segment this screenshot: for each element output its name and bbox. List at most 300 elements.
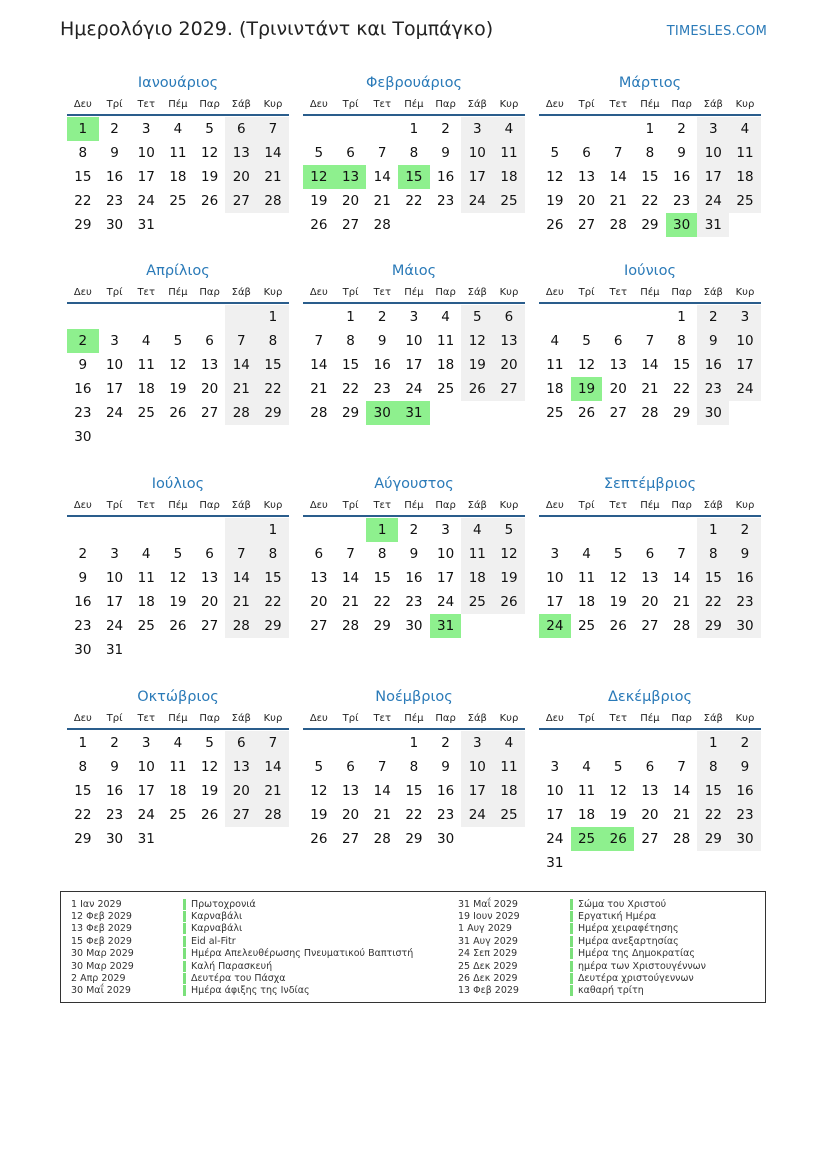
day-cell[interactable]: 21 (341, 594, 360, 610)
day-cell[interactable]: 12 (461, 329, 493, 353)
day-cell[interactable]: 6 (225, 117, 257, 141)
day-cell[interactable]: 17 (546, 807, 564, 823)
day-cell[interactable]: 28 (310, 405, 328, 421)
day-cell[interactable]: 1 (677, 309, 686, 325)
day-cell[interactable]: 8 (645, 145, 655, 161)
day-cell[interactable]: 1 (409, 121, 419, 137)
day-cell[interactable]: 31 (105, 642, 124, 658)
day-cell[interactable]: 13 (493, 329, 525, 353)
day-cell[interactable]: 9 (110, 145, 119, 161)
day-cell[interactable]: 24 (405, 381, 423, 397)
day-cell[interactable]: 29 (697, 614, 729, 638)
day-cell[interactable]: 7 (677, 546, 686, 562)
day-cell[interactable]: 11 (546, 357, 564, 373)
day-cell[interactable]: 16 (729, 779, 761, 803)
day-cell[interactable]: 20 (341, 807, 360, 823)
day-cell[interactable]: 3 (550, 759, 560, 775)
day-cell[interactable]: 17 (137, 783, 155, 799)
day-cell[interactable]: 30 (74, 429, 92, 445)
day-cell[interactable]: 22 (257, 590, 289, 614)
day-cell[interactable]: 31 (398, 401, 430, 425)
day-cell[interactable]: 7 (645, 333, 655, 349)
day-cell[interactable]: 4 (493, 731, 525, 755)
day-cell[interactable]: 4 (493, 117, 525, 141)
day-cell[interactable]: 11 (137, 570, 155, 586)
day-cell[interactable]: 7 (377, 759, 387, 775)
day-cell[interactable]: 18 (493, 165, 525, 189)
day-cell[interactable]: 1 (366, 518, 398, 542)
day-cell[interactable]: 27 (341, 831, 360, 847)
day-cell[interactable]: 26 (201, 807, 219, 823)
day-cell[interactable]: 7 (346, 546, 355, 562)
day-cell[interactable]: 27 (225, 189, 257, 213)
day-cell[interactable]: 1 (645, 121, 655, 137)
day-cell[interactable]: 13 (225, 141, 257, 165)
day-cell[interactable]: 8 (697, 542, 729, 566)
day-cell[interactable]: 5 (493, 518, 525, 542)
day-cell[interactable]: 20 (310, 594, 328, 610)
day-cell[interactable]: 21 (225, 590, 257, 614)
day-cell[interactable]: 2 (729, 518, 761, 542)
day-cell[interactable]: 21 (641, 381, 659, 397)
day-cell[interactable]: 8 (697, 755, 729, 779)
day-cell[interactable]: 26 (169, 405, 187, 421)
day-cell[interactable]: 17 (405, 357, 423, 373)
day-cell[interactable]: 9 (78, 357, 88, 373)
day-cell[interactable]: 3 (697, 117, 729, 141)
day-cell[interactable]: 25 (729, 189, 761, 213)
day-cell[interactable]: 19 (546, 193, 564, 209)
day-cell[interactable]: 5 (550, 145, 560, 161)
day-cell[interactable]: 18 (546, 381, 564, 397)
day-cell[interactable]: 14 (673, 783, 691, 799)
day-cell[interactable]: 23 (105, 193, 124, 209)
day-cell[interactable]: 5 (582, 333, 591, 349)
day-cell[interactable]: 1 (346, 309, 355, 325)
day-cell[interactable]: 27 (225, 803, 257, 827)
day-cell[interactable]: 18 (577, 807, 596, 823)
day-cell[interactable]: 7 (257, 731, 289, 755)
day-cell[interactable]: 13 (609, 357, 627, 373)
day-cell[interactable]: 19 (609, 594, 627, 610)
day-cell[interactable]: 5 (314, 145, 324, 161)
day-cell[interactable]: 13 (225, 755, 257, 779)
day-cell[interactable]: 12 (201, 759, 219, 775)
day-cell[interactable]: 11 (493, 755, 525, 779)
day-cell[interactable]: 24 (729, 377, 761, 401)
day-cell[interactable]: 27 (609, 405, 627, 421)
day-cell[interactable]: 31 (137, 217, 155, 233)
day-cell[interactable]: 26 (310, 831, 328, 847)
day-cell[interactable]: 6 (645, 759, 655, 775)
day-cell[interactable]: 5 (613, 546, 623, 562)
day-cell[interactable]: 23 (729, 803, 761, 827)
day-cell[interactable]: 16 (74, 594, 92, 610)
day-cell[interactable]: 3 (110, 333, 119, 349)
day-cell[interactable]: 4 (441, 309, 450, 325)
day-cell[interactable]: 23 (437, 807, 455, 823)
day-cell[interactable]: 10 (546, 570, 564, 586)
day-cell[interactable]: 1 (697, 518, 729, 542)
day-cell[interactable]: 4 (141, 546, 151, 562)
day-cell[interactable]: 16 (729, 566, 761, 590)
day-cell[interactable]: 7 (257, 117, 289, 141)
day-cell[interactable]: 28 (257, 189, 289, 213)
day-cell[interactable]: 15 (673, 357, 691, 373)
day-cell[interactable]: 22 (697, 590, 729, 614)
day-cell[interactable]: 29 (257, 401, 289, 425)
day-cell[interactable]: 3 (550, 546, 560, 562)
day-cell[interactable]: 12 (169, 357, 187, 373)
day-cell[interactable]: 24 (105, 405, 124, 421)
day-cell[interactable]: 19 (493, 566, 525, 590)
day-cell[interactable]: 26 (493, 590, 525, 614)
day-cell[interactable]: 9 (441, 145, 450, 161)
day-cell[interactable]: 11 (461, 542, 493, 566)
day-cell[interactable]: 21 (310, 381, 328, 397)
day-cell[interactable]: 2 (377, 309, 387, 325)
day-cell[interactable]: 11 (577, 783, 596, 799)
day-cell[interactable]: 6 (645, 546, 655, 562)
day-cell[interactable]: 24 (105, 618, 124, 634)
day-cell[interactable]: 24 (137, 807, 155, 823)
day-cell[interactable]: 21 (609, 193, 627, 209)
day-cell[interactable]: 8 (677, 333, 686, 349)
day-cell[interactable]: 9 (441, 759, 450, 775)
day-cell[interactable]: 25 (461, 590, 493, 614)
day-cell[interactable]: 26 (577, 405, 596, 421)
day-cell[interactable]: 28 (609, 217, 627, 233)
day-cell[interactable]: 20 (225, 779, 257, 803)
day-cell[interactable]: 28 (257, 803, 289, 827)
day-cell[interactable]: 12 (609, 783, 627, 799)
day-cell[interactable]: 8 (257, 542, 289, 566)
day-cell[interactable]: 16 (105, 169, 124, 185)
day-cell[interactable]: 28 (225, 401, 257, 425)
day-cell[interactable]: 16 (74, 381, 92, 397)
day-cell[interactable]: 12 (493, 542, 525, 566)
day-cell[interactable]: 22 (373, 594, 391, 610)
day-cell[interactable]: 27 (341, 217, 360, 233)
day-cell[interactable]: 20 (609, 381, 627, 397)
day-cell[interactable]: 26 (602, 827, 634, 851)
day-cell[interactable]: 28 (673, 618, 691, 634)
day-cell[interactable]: 29 (673, 405, 691, 421)
day-cell[interactable]: 15 (641, 169, 659, 185)
day-cell[interactable]: 18 (169, 783, 187, 799)
day-cell[interactable]: 4 (582, 759, 591, 775)
day-cell[interactable]: 5 (173, 333, 183, 349)
day-cell[interactable]: 18 (461, 566, 493, 590)
day-cell[interactable]: 2 (697, 305, 729, 329)
day-cell[interactable]: 13 (310, 570, 328, 586)
day-cell[interactable]: 15 (257, 566, 289, 590)
day-cell[interactable]: 31 (430, 614, 462, 638)
day-cell[interactable]: 18 (137, 381, 155, 397)
day-cell[interactable]: 5 (205, 735, 214, 751)
day-cell[interactable]: 12 (310, 783, 328, 799)
day-cell[interactable]: 25 (437, 381, 455, 397)
day-cell[interactable]: 11 (729, 141, 761, 165)
day-cell[interactable]: 28 (373, 831, 391, 847)
day-cell[interactable]: 6 (346, 145, 355, 161)
day-cell[interactable]: 30 (74, 642, 92, 658)
day-cell[interactable]: 10 (461, 755, 493, 779)
day-cell[interactable]: 22 (405, 193, 423, 209)
day-cell[interactable]: 3 (110, 546, 119, 562)
day-cell[interactable]: 15 (405, 783, 423, 799)
day-cell[interactable]: 2 (441, 735, 450, 751)
day-cell[interactable]: 19 (201, 169, 219, 185)
day-cell[interactable]: 3 (141, 735, 151, 751)
day-cell[interactable]: 2 (677, 121, 686, 137)
day-cell[interactable]: 4 (173, 735, 183, 751)
day-cell[interactable]: 4 (582, 546, 591, 562)
day-cell[interactable]: 9 (729, 755, 761, 779)
day-cell[interactable]: 2 (78, 546, 88, 562)
day-cell[interactable]: 25 (546, 405, 564, 421)
day-cell[interactable]: 23 (373, 381, 391, 397)
day-cell[interactable]: 17 (137, 169, 155, 185)
day-cell[interactable]: 22 (673, 381, 691, 397)
day-cell[interactable]: 5 (461, 305, 493, 329)
day-cell[interactable]: 30 (697, 401, 729, 425)
day-cell[interactable]: 1 (67, 117, 99, 141)
day-cell[interactable]: 24 (546, 831, 564, 847)
day-cell[interactable]: 27 (641, 618, 659, 634)
day-cell[interactable]: 30 (666, 213, 698, 237)
day-cell[interactable]: 5 (613, 759, 623, 775)
day-cell[interactable]: 10 (105, 357, 124, 373)
day-cell[interactable]: 8 (377, 546, 387, 562)
day-cell[interactable]: 15 (373, 570, 391, 586)
day-cell[interactable]: 8 (409, 145, 419, 161)
day-cell[interactable]: 4 (461, 518, 493, 542)
day-cell[interactable]: 8 (409, 759, 419, 775)
day-cell[interactable]: 14 (225, 566, 257, 590)
day-cell[interactable]: 18 (169, 169, 187, 185)
day-cell[interactable]: 24 (437, 594, 455, 610)
day-cell[interactable]: 13 (335, 165, 367, 189)
day-cell[interactable]: 2 (729, 731, 761, 755)
day-cell[interactable]: 22 (257, 377, 289, 401)
day-cell[interactable]: 20 (641, 807, 659, 823)
day-cell[interactable]: 24 (461, 189, 493, 213)
day-cell[interactable]: 24 (461, 803, 493, 827)
day-cell[interactable]: 7 (314, 333, 324, 349)
day-cell[interactable]: 29 (257, 614, 289, 638)
day-cell[interactable]: 22 (641, 193, 659, 209)
day-cell[interactable]: 14 (257, 141, 289, 165)
day-cell[interactable]: 29 (697, 827, 729, 851)
day-cell[interactable]: 7 (377, 145, 387, 161)
day-cell[interactable]: 21 (373, 193, 391, 209)
day-cell[interactable]: 20 (201, 381, 219, 397)
day-cell[interactable]: 29 (74, 831, 92, 847)
day-cell[interactable]: 24 (137, 193, 155, 209)
day-cell[interactable]: 13 (577, 169, 596, 185)
day-cell[interactable]: 4 (729, 117, 761, 141)
day-cell[interactable]: 12 (609, 570, 627, 586)
day-cell[interactable]: 8 (78, 759, 88, 775)
day-cell[interactable]: 23 (697, 377, 729, 401)
day-cell[interactable]: 12 (546, 169, 564, 185)
day-cell[interactable]: 25 (571, 827, 603, 851)
day-cell[interactable]: 20 (493, 353, 525, 377)
day-cell[interactable]: 14 (257, 755, 289, 779)
day-cell[interactable]: 15 (257, 353, 289, 377)
day-cell[interactable]: 12 (303, 165, 335, 189)
day-cell[interactable]: 6 (613, 333, 623, 349)
day-cell[interactable]: 25 (137, 618, 155, 634)
day-cell[interactable]: 10 (105, 570, 124, 586)
day-cell[interactable]: 25 (169, 193, 187, 209)
day-cell[interactable]: 26 (609, 618, 627, 634)
day-cell[interactable]: 10 (405, 333, 423, 349)
day-cell[interactable]: 13 (201, 357, 219, 373)
day-cell[interactable]: 26 (546, 217, 564, 233)
day-cell[interactable]: 26 (310, 217, 328, 233)
day-cell[interactable]: 8 (78, 145, 88, 161)
day-cell[interactable]: 1 (409, 735, 419, 751)
day-cell[interactable]: 30 (437, 831, 455, 847)
day-cell[interactable]: 4 (141, 333, 151, 349)
day-cell[interactable]: 19 (310, 807, 328, 823)
day-cell[interactable]: 23 (437, 193, 455, 209)
day-cell[interactable]: 31 (546, 855, 564, 871)
day-cell[interactable]: 19 (201, 783, 219, 799)
day-cell[interactable]: 15 (398, 165, 430, 189)
day-cell[interactable]: 21 (373, 807, 391, 823)
day-cell[interactable]: 1 (257, 518, 289, 542)
day-cell[interactable]: 18 (437, 357, 455, 373)
day-cell[interactable]: 6 (225, 731, 257, 755)
day-cell[interactable]: 16 (437, 169, 455, 185)
day-cell[interactable]: 1 (697, 731, 729, 755)
day-cell[interactable]: 3 (461, 731, 493, 755)
day-cell[interactable]: 18 (729, 165, 761, 189)
day-cell[interactable]: 11 (137, 357, 155, 373)
day-cell[interactable]: 30 (366, 401, 398, 425)
day-cell[interactable]: 2 (409, 522, 419, 538)
day-cell[interactable]: 28 (225, 614, 257, 638)
day-cell[interactable]: 10 (137, 759, 155, 775)
day-cell[interactable]: 16 (405, 570, 423, 586)
day-cell[interactable]: 7 (225, 542, 257, 566)
day-cell[interactable]: 30 (729, 614, 761, 638)
day-cell[interactable]: 23 (74, 405, 92, 421)
day-cell[interactable]: 3 (729, 305, 761, 329)
day-cell[interactable]: 2 (441, 121, 450, 137)
day-cell[interactable]: 6 (493, 305, 525, 329)
day-cell[interactable]: 9 (409, 546, 419, 562)
day-cell[interactable]: 14 (225, 353, 257, 377)
day-cell[interactable]: 29 (405, 831, 423, 847)
day-cell[interactable]: 29 (74, 217, 92, 233)
day-cell[interactable]: 22 (74, 807, 92, 823)
day-cell[interactable]: 29 (373, 618, 391, 634)
day-cell[interactable]: 20 (225, 165, 257, 189)
day-cell[interactable]: 10 (437, 546, 455, 562)
day-cell[interactable]: 1 (78, 735, 88, 751)
day-cell[interactable]: 27 (493, 377, 525, 401)
day-cell[interactable]: 23 (673, 193, 691, 209)
day-cell[interactable]: 20 (577, 193, 596, 209)
day-cell[interactable]: 22 (697, 803, 729, 827)
day-cell[interactable]: 6 (205, 333, 214, 349)
day-cell[interactable]: 12 (577, 357, 596, 373)
day-cell[interactable]: 27 (577, 217, 596, 233)
day-cell[interactable]: 11 (169, 145, 187, 161)
day-cell[interactable]: 17 (437, 570, 455, 586)
day-cell[interactable]: 12 (201, 145, 219, 161)
day-cell[interactable]: 24 (697, 189, 729, 213)
day-cell[interactable]: 16 (697, 353, 729, 377)
day-cell[interactable]: 10 (461, 141, 493, 165)
day-cell[interactable]: 18 (577, 594, 596, 610)
day-cell[interactable]: 24 (539, 614, 571, 638)
day-cell[interactable]: 28 (641, 405, 659, 421)
day-cell[interactable]: 13 (341, 783, 360, 799)
day-cell[interactable]: 28 (373, 217, 391, 233)
day-cell[interactable]: 6 (582, 145, 591, 161)
day-cell[interactable]: 10 (697, 141, 729, 165)
day-cell[interactable]: 21 (257, 165, 289, 189)
day-cell[interactable]: 21 (257, 779, 289, 803)
day-cell[interactable]: 9 (677, 145, 686, 161)
day-cell[interactable]: 29 (341, 405, 360, 421)
day-cell[interactable]: 23 (74, 618, 92, 634)
day-cell[interactable]: 19 (310, 193, 328, 209)
day-cell[interactable]: 11 (493, 141, 525, 165)
day-cell[interactable]: 25 (493, 189, 525, 213)
day-cell[interactable]: 4 (550, 333, 560, 349)
day-cell[interactable]: 7 (677, 759, 686, 775)
day-cell[interactable]: 16 (105, 783, 124, 799)
day-cell[interactable]: 7 (225, 329, 257, 353)
day-cell[interactable]: 30 (729, 827, 761, 851)
day-cell[interactable]: 14 (673, 570, 691, 586)
day-cell[interactable]: 16 (673, 169, 691, 185)
day-cell[interactable]: 2 (110, 121, 119, 137)
day-cell[interactable]: 3 (461, 117, 493, 141)
day-cell[interactable]: 18 (493, 779, 525, 803)
day-cell[interactable]: 9 (78, 570, 88, 586)
day-cell[interactable]: 6 (346, 759, 355, 775)
day-cell[interactable]: 15 (74, 783, 92, 799)
day-cell[interactable]: 12 (169, 570, 187, 586)
site-link[interactable]: TIMESLES.COM (666, 24, 767, 39)
day-cell[interactable]: 23 (729, 590, 761, 614)
day-cell[interactable]: 25 (493, 803, 525, 827)
day-cell[interactable]: 31 (697, 213, 729, 237)
day-cell[interactable]: 27 (201, 405, 219, 421)
day-cell[interactable]: 15 (74, 169, 92, 185)
day-cell[interactable]: 6 (205, 546, 214, 562)
day-cell[interactable]: 26 (201, 193, 219, 209)
day-cell[interactable]: 30 (105, 831, 124, 847)
day-cell[interactable]: 7 (613, 145, 623, 161)
day-cell[interactable]: 19 (461, 353, 493, 377)
day-cell[interactable]: 5 (205, 121, 214, 137)
day-cell[interactable]: 11 (437, 333, 455, 349)
day-cell[interactable]: 17 (729, 353, 761, 377)
day-cell[interactable]: 9 (110, 759, 119, 775)
day-cell[interactable]: 13 (641, 570, 659, 586)
day-cell[interactable]: 11 (577, 570, 596, 586)
day-cell[interactable]: 17 (105, 594, 124, 610)
day-cell[interactable]: 2 (67, 329, 99, 353)
